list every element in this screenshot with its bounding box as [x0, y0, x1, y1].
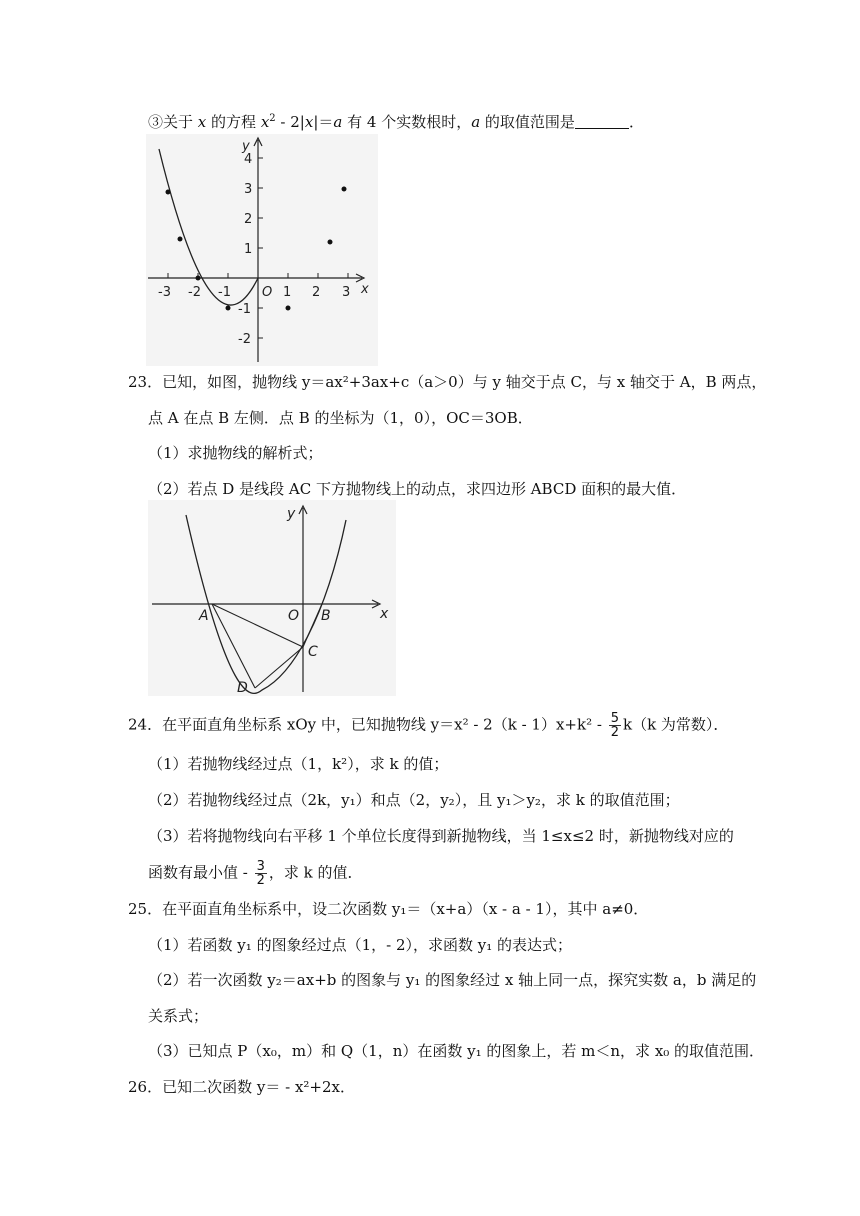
x-tick: 1: [283, 285, 292, 300]
x-tick: 3: [342, 285, 351, 300]
text: 函数有最小值 -: [148, 863, 253, 882]
question-number: 24．: [128, 715, 163, 734]
text: |＝: [313, 113, 334, 131]
x-tick: -2: [188, 285, 201, 300]
text: 关于: [163, 113, 198, 131]
fraction-three-halves: [255, 860, 267, 887]
var: x: [260, 113, 270, 131]
point-label-D: D: [237, 680, 248, 696]
var: a: [471, 113, 481, 131]
text: - 2|: [275, 113, 305, 131]
x-tick: -3: [158, 285, 171, 300]
y-tick: 2: [244, 212, 253, 227]
y-tick: 3: [244, 182, 253, 197]
text: 的方程: [206, 113, 261, 131]
q25-part1: （1）若函数 y₁ 的图象经过点（1，- 2），求函数 y₁ 的表达式；: [148, 936, 573, 954]
y-tick: 4: [244, 152, 253, 167]
y-axis-label: y: [242, 139, 250, 154]
q25-part2: （2）若一次函数 y₂＝ax+b 的图象与 y₁ 的图象经过 x 轴上同一点，探究实数 a，b 满足的: [148, 971, 757, 989]
var: x: [304, 113, 314, 131]
origin-label: O: [288, 608, 300, 624]
answer-blank: [575, 114, 629, 129]
question-number: 26．: [128, 1078, 163, 1096]
text: 已知二次函数 y＝ - x²+2x．: [162, 1078, 355, 1096]
text: 有 4 个实数根时，: [342, 113, 472, 131]
point-label-A: A: [199, 608, 209, 624]
origin-label: O: [262, 285, 273, 300]
text: 在平面直角坐标系中，设二次函数 y₁＝（x+a）（x - a - 1），其中 a≠0．: [162, 900, 649, 918]
var: x: [197, 113, 207, 131]
exponent: 2: [269, 113, 276, 124]
q25-part2-line2: 关系式；: [148, 1007, 209, 1025]
q26-line1: [128, 1077, 355, 1097]
q24-part2: （2）若抛物线经过点（2k，y₁）和点（2，y₂），且 y₁＞y₂，求 k 的取值范围；: [148, 791, 680, 809]
x-tick: -1: [218, 285, 231, 300]
text: ．: [628, 113, 644, 131]
fraction-five-halves: [609, 712, 621, 739]
q24-part3-line2: [148, 860, 363, 887]
q22-part3-line: [148, 112, 644, 132]
data-point: [328, 240, 333, 245]
denominator: 2: [610, 725, 619, 740]
x-axis-label: x: [361, 282, 369, 297]
y-tick: 1: [244, 242, 253, 257]
point-label-B: B: [321, 608, 331, 624]
data-point: [342, 187, 347, 192]
q24-part3: （3）若将抛物线向右平移 1 个单位长度得到新抛物线，当 1≤x≤2 时，新抛物线对应的: [148, 827, 734, 845]
data-point: [166, 190, 171, 195]
q23-part2: （2）若点 D 是线段 AC 下方抛物线上的动点，求四边形 ABCD 面积的最大值．: [148, 480, 687, 498]
var: a: [333, 113, 343, 131]
x-axis-label: x: [380, 606, 389, 622]
text: ，求 k 的值．: [268, 863, 363, 882]
numerator: 3: [256, 859, 265, 874]
q23-line1: [128, 372, 766, 392]
data-point: [226, 306, 231, 311]
y-tick: -2: [238, 332, 251, 347]
parabola-quadrilateral-figure: [148, 500, 396, 696]
question-number: 23．: [128, 373, 163, 391]
data-point: [196, 276, 201, 281]
x-tick: 2: [312, 285, 321, 300]
q24-line1: [128, 712, 728, 739]
text: 在平面直角坐标系 xOy 中，已知抛物线 y＝x² - 2（k - 1）x+k² -: [162, 715, 607, 734]
q25-part3: （3）已知点 P（x₀，m）和 Q（1，n）在函数 y₁ 的图象上，若 m＜n，求 x₀ 的取值范围．: [148, 1042, 765, 1060]
denominator: 2: [256, 873, 265, 888]
circled-marker: ③: [148, 113, 164, 131]
q24-part1: （1）若抛物线经过点（1，k²），求 k 的值；: [148, 755, 449, 773]
point-label-C: C: [308, 644, 318, 660]
q23-part1: （1）求抛物线的解析式；: [148, 444, 323, 462]
q25-line1: [128, 899, 648, 919]
question-number: 25．: [128, 900, 163, 918]
text: 的取值范围是: [480, 113, 575, 131]
numerator: 5: [610, 711, 619, 726]
y-tick: -1: [238, 302, 251, 317]
q23-line2: 点 A 在点 B 左侧．点 B 的坐标为（1，0），OC＝3OB．: [148, 409, 533, 427]
data-point: [286, 306, 291, 311]
y-axis-label: y: [287, 506, 296, 522]
function-graph-figure: [146, 134, 378, 366]
text: k（k 为常数）．: [622, 715, 729, 734]
text: 已知，如图，抛物线 y＝ax²+3ax+c（a＞0）与 y 轴交于点 C，与 x 轴交于 A，B 两点，: [162, 373, 767, 391]
data-point: [178, 237, 183, 242]
